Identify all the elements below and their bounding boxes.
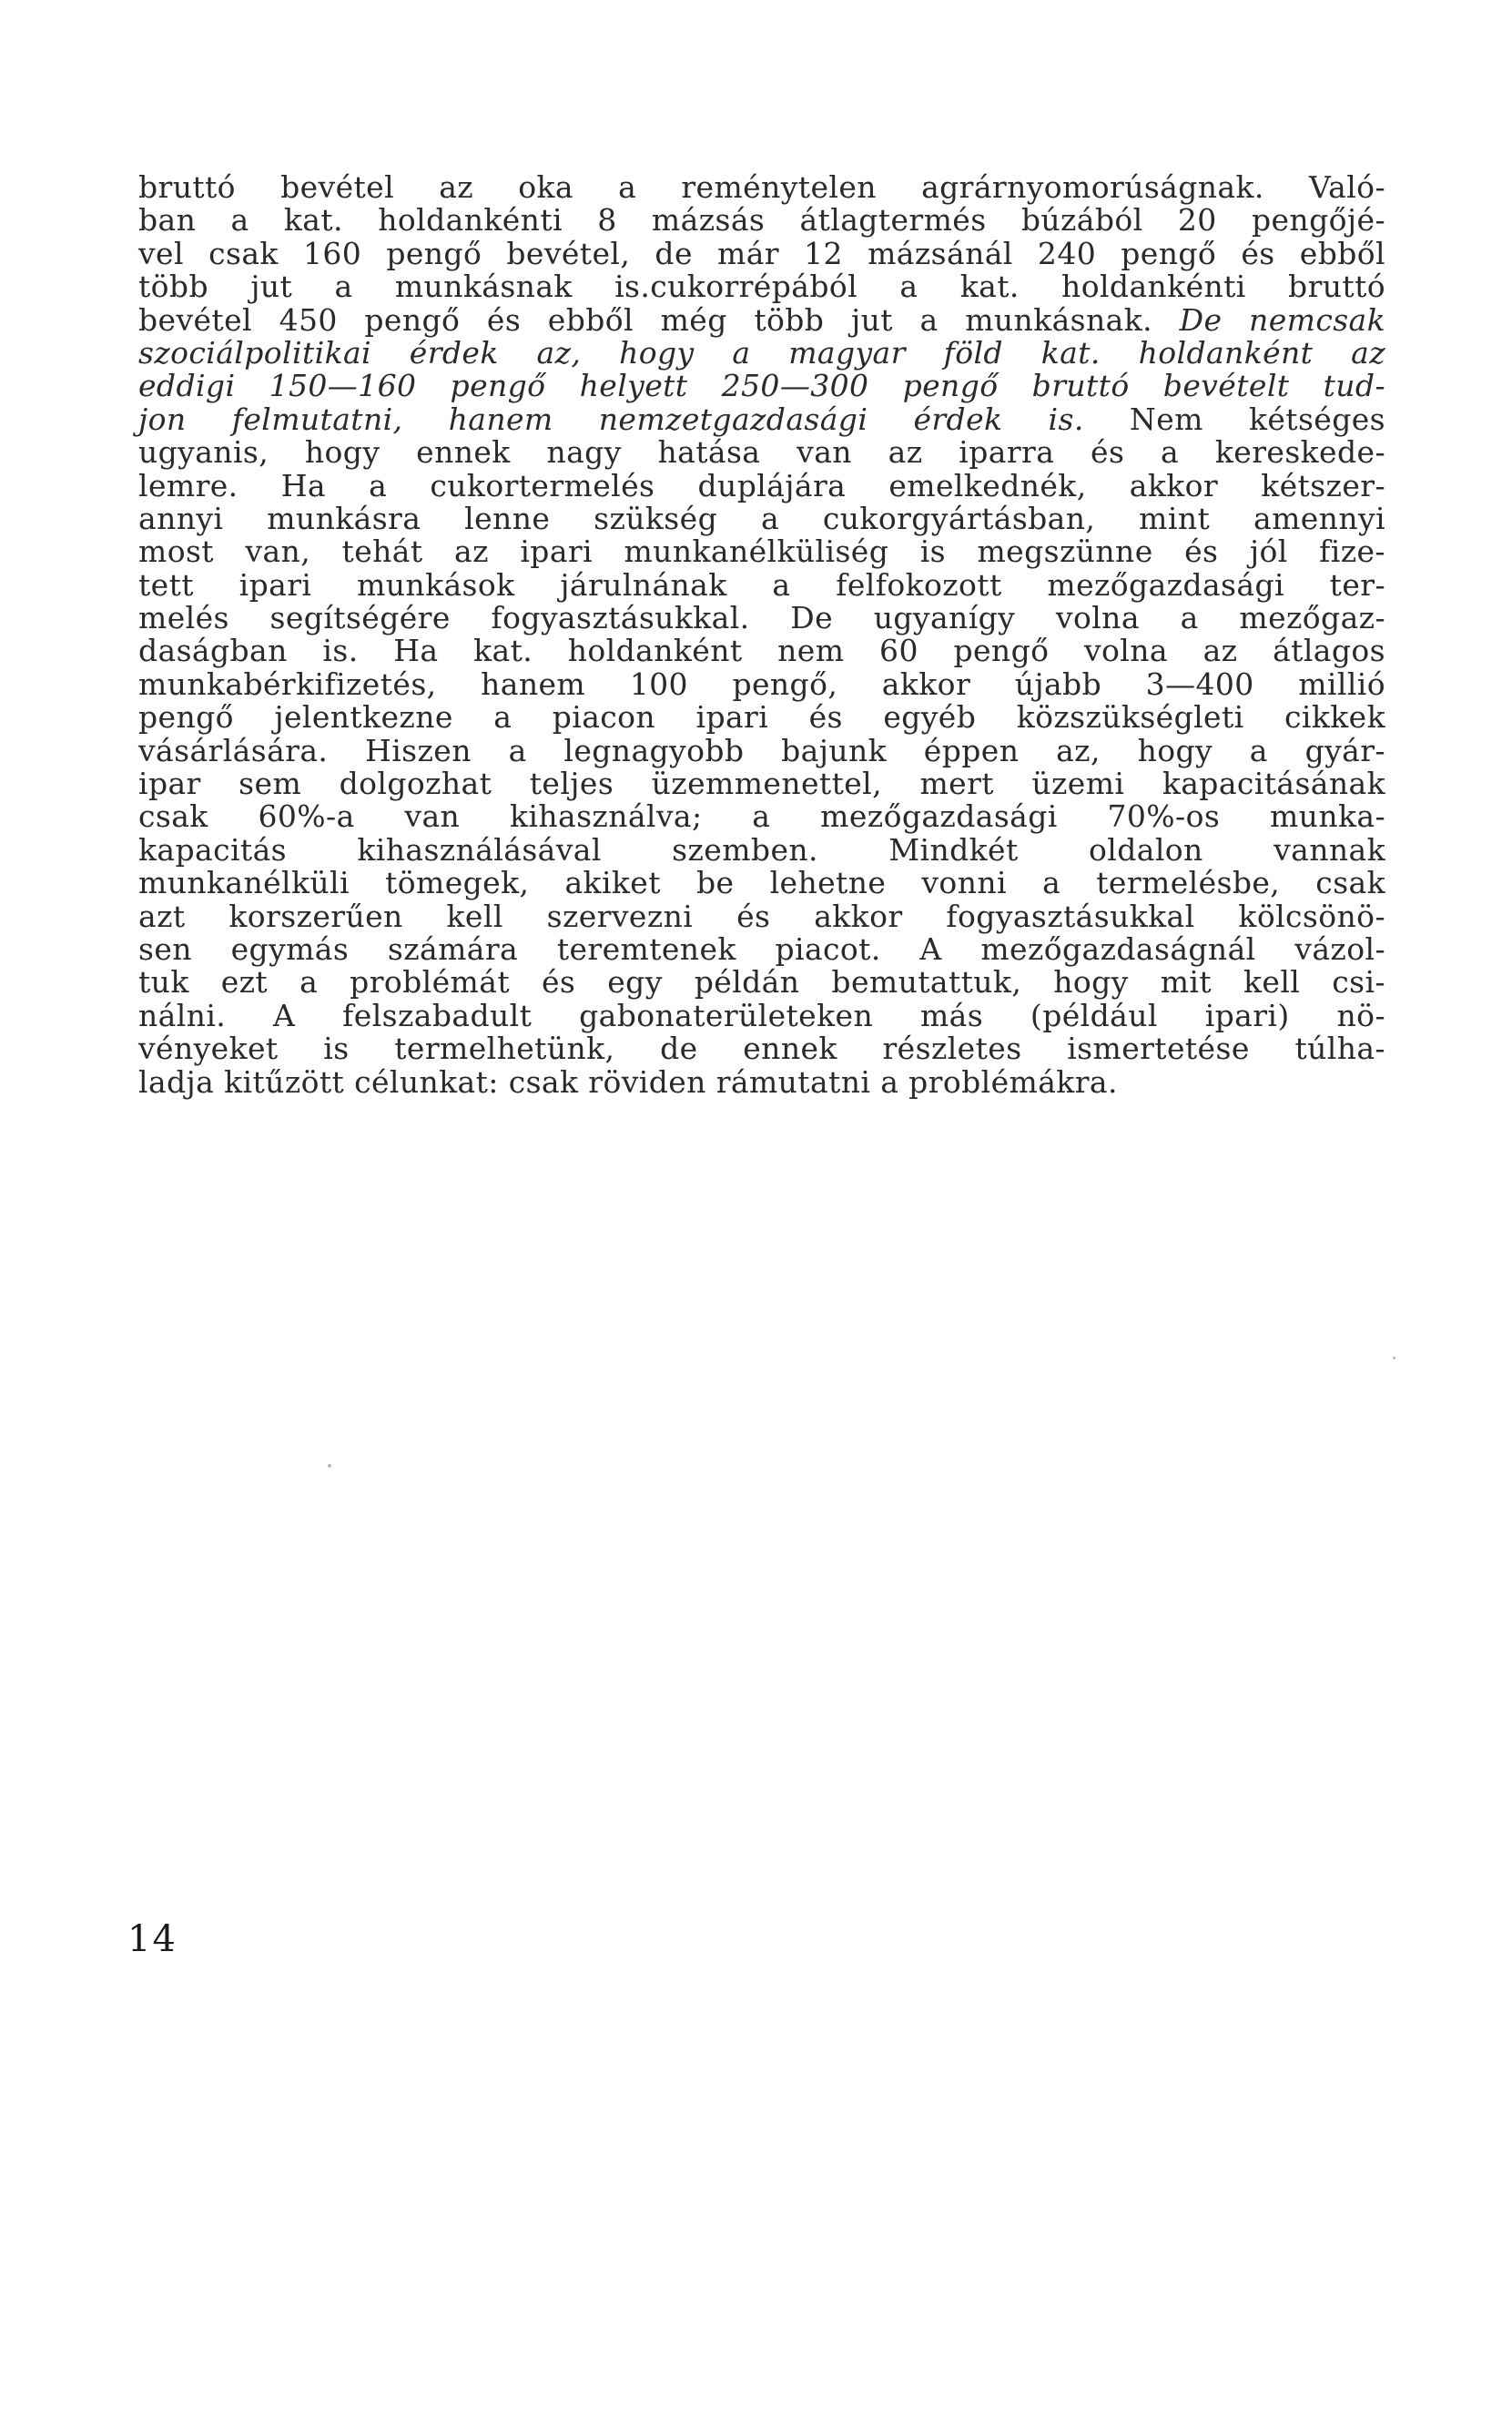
text-line: ban a kat. holdankénti 8 mázsás átlagtermés búzából 20 pengőjé- bbox=[138, 202, 1385, 239]
text-line: lemre. Ha a cukortermelés duplájára emelkednék, akkor kétszer- bbox=[138, 467, 1385, 503]
paper-speck bbox=[1393, 1357, 1395, 1359]
text-line: pengő jelentkezne a piacon ipari és egyéb közszükségleti cikkek bbox=[138, 699, 1385, 736]
text-line: vényeket is termelhetünk, de ennek részletes ismertetése túlha- bbox=[138, 1031, 1385, 1067]
text-line: annyi munkásra lenne szükség a cukorgyártásban, mint amennyi bbox=[138, 500, 1385, 536]
italic-line: eddigi 150—160 pengő helyett 250—300 pengő bruttó bevételt tud- bbox=[138, 368, 1385, 404]
text-line: ipar sem dolgozhat teljes üzemmenettel, mert üzemi kapacitásának bbox=[138, 766, 1385, 802]
roman-span: bevétel 450 pengő és ebből még több jut a munkásnak. bbox=[138, 301, 1153, 338]
text-line-mixed bbox=[138, 301, 1386, 338]
text-line: sen egymás számára teremtenek piacot. A mezőgazdaságnál vázol- bbox=[138, 930, 1385, 967]
text-line: nálni. A felszabadult gabonaterületeken más (például ipari) nö- bbox=[138, 997, 1385, 1033]
text-line: munkanélküli tömegek, akiket be lehetne vonni a termelésbe, csak bbox=[138, 865, 1385, 901]
paper-speck bbox=[328, 1464, 331, 1468]
text-line: most van, tehát az ipari munkanélküliség is megszünne és jól fize- bbox=[138, 534, 1385, 570]
text-line: ugyanis, hogy ennek nagy hatása van az iparra és a kereskede- bbox=[138, 434, 1385, 471]
text-line: azt korszerűen kell szervezni és akkor fogyasztásukkal kölcsönö- bbox=[138, 898, 1385, 934]
text-line-last: ladja kitűzött célunkat: csak röviden rámutatni a problémákra. bbox=[138, 1063, 1118, 1100]
text-line: munkabérkifizetés, hanem 100 pengő, akkor újabb 3—400 millió bbox=[138, 666, 1385, 702]
text-line: vásárlására. Hiszen a legnagyobb bajunk éppen az, hogy a gyár- bbox=[138, 732, 1385, 768]
page-number: 14 bbox=[127, 1918, 178, 1960]
italic-span: De nemcsak bbox=[1179, 301, 1386, 338]
text-line: több jut a munkásnak is.cukorrépából a kat. holdankénti bruttó bbox=[138, 269, 1385, 305]
text-line: csak 60%-a van kihasználva; a mezőgazdasági 70%-os munka- bbox=[138, 798, 1385, 835]
text-line: daságban is. Ha kat. holdanként nem 60 pengő volna az átlagos bbox=[138, 633, 1385, 669]
body-text bbox=[138, 171, 1385, 1099]
text-line: tuk ezt a problémát és egy példán bemutattuk, hogy mit kell csi- bbox=[138, 964, 1385, 1001]
text-line: kapacitás kihasználásával szemben. Mindkét oldalon vannak bbox=[138, 831, 1385, 868]
text-line: bruttó bevétel az oka a reménytelen agrárnyomorúságnak. Való- bbox=[138, 169, 1385, 205]
text-line-mixed bbox=[138, 403, 1385, 436]
text-line: melés segítségére fogyasztásukkal. De ugyanígy volna a mezőgaz- bbox=[138, 600, 1385, 636]
text-line: vel csak 160 pengő bevétel, de már 12 mázsánál 240 pengő és ebből bbox=[138, 235, 1385, 271]
italic-span: jon felmutatni, hanem nemzetgazdasági érdek is. bbox=[138, 401, 1084, 437]
italic-line: szociálpolitikai érdek az, hogy a magyar föld kat. holdanként az bbox=[138, 334, 1385, 371]
roman-span: Nem kétséges bbox=[1129, 401, 1386, 437]
text-line: tett ipari munkások járulnának a felfokozott mezőgazdasági ter- bbox=[138, 566, 1385, 603]
